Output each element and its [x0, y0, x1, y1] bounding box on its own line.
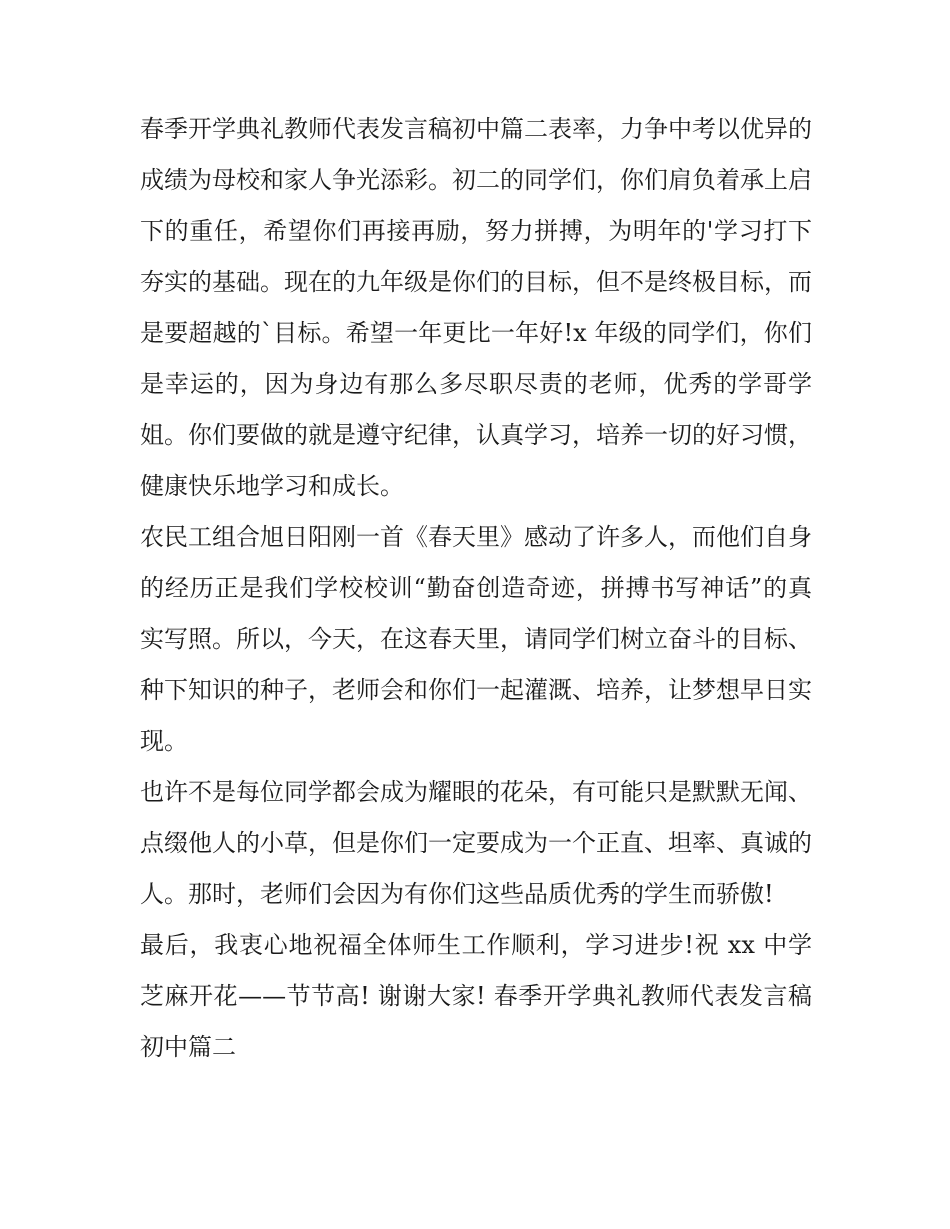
- document-body: [140, 104, 812, 1073]
- paragraph-3: 也许不是每位同学都会成为耀眼的花朵，有可能只是默默无闻、点缀他人的小草，但是你们一定要成为一个正直、坦率、真诚的人。那时，老师们会因为有你们这些品质优秀的学生而骄傲!: [140, 778, 812, 908]
- paragraph-1: 春季开学典礼教师代表发言稿初中篇二表率，力争中考以优异的成绩为母校和家人争光添彩。初二的同学们，你们肩负着承上启下的重任，希望你们再接再励，努力拼搏，为明年的'学习打下夯实的基础。现在的九年级是你们的目标，但不是终极目标，而是要超越的`目标。希望一年更比一年好!x 年级的同学们，你们是幸运的，因为身边有那么多尽职尽责的老师，优秀的学哥学姐。你们要做的就是遵守纪律，认真学习，培养一切的好习惯，健康快乐地学习和成长。: [140, 115, 812, 500]
- paragraph-4: 最后，我衷心地祝福全体师生工作顺利，学习进步!祝 xx 中学芝麻开花——节节高! 谢谢大家! 春季开学典礼教师代表发言稿初中篇二: [140, 931, 812, 1061]
- paragraph-2: 农民工组合旭日阳刚一首《春天里》感动了许多人，而他们自身的经历正是我们学校校训“勤奋创造奇迹，拼搏书写神话”的真实写照。所以，今天，在这春天里，请同学们树立奋斗的目标、种下知识的种子，老师会和你们一起灌溉、培养，让梦想早日实现。: [140, 523, 812, 755]
